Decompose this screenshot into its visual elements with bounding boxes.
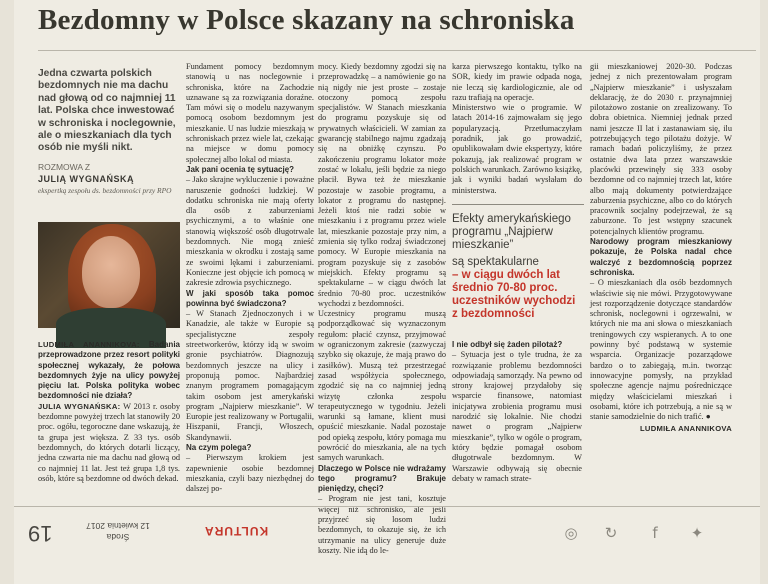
pull-quote-subtitle: są spektakularne bbox=[452, 256, 539, 268]
column-4-bottom bbox=[452, 340, 582, 490]
pull-quote-highlight: – w ciągu dwóch lat średnio 70-80 proc. uczestników wychodzi z bezdomności bbox=[452, 269, 576, 320]
paragraph: – W Stanach Zjednoczonych i w Kanadzie, ale także w Europie są specjalistyczne zespoły streetworkerów, którzy idą w swoim gronie psychiatrów. Diagnozują bezdomnych jeszcze na ulicy i proponują pomoc. Najbardziej znanym programem pomagającym takim osobom jest amerykański program „Najpierw mieszkanie”. W Europie jest realizowany w Portugalii, Hiszpanii, Francji, Włoszech, Skandynawii. bbox=[186, 309, 314, 442]
paragraph: – O mieszkaniach dla osób bezdomnych właściwie się nie mówi. Przygotowywane jest rozporządzenie dotyczące standardów schronisk, noclegowni i ogrzewalni, w których nie ma ani słowa o mieszkaniach treningowych czy wspieranych. A to one powinny być podstawą w systemie wsparcia. Organizacje pozarządowe bardzo o to zabiegają, m.in. tworząc innowacyjne pomysły, na przykład społeczne agencje najmu pośredniczące między właścicielami mieszkań i osobami, które ich potrzebują, a nie są w stanie samodzielnie do nich trafić. ● bbox=[590, 278, 732, 422]
speaker-label: LUDMIŁA ANANNIKOVA: bbox=[38, 340, 140, 349]
paragraph: gii mieszkaniowej 2020-30. Podczas jednej z nich prezentowałam program „Najpierw mieszkanie” i usłyszałam deklarację, że do 2030 r. przynajmniej pilotażowo zostanie on zrealizowany. To dobra obietnica. Niemniej jednak przed nami jeszcze II lat i zastanawiam się, ilu potrzebujących tego pilotażu dożyje. W ramach badań policzyliśmy, że przez ostatnie dwa lata przez warszawskie placówki przewinęły się 333 osoby bezdomne od co najmniej trzech lat, które albo mają dokumenty potwierdzające zaburzenia psychiczne, albo co do których pracownik socjalny podejrzewał, że są zaburzone. To jest wstępny szacunek potencjalnych klientów programu. bbox=[590, 62, 732, 236]
column-4-top bbox=[452, 62, 582, 202]
issue-day: Środa bbox=[106, 532, 130, 542]
paragraph: Uczestnicy programu muszą podporządkować się wyznaczonym regułom: płacić czynsz, przyjmować w ograniczonym zakresie (zazwyczaj szybko się okazuje, że mają prawo do zasiłków). Muszą też przestrzegać zasad współżycia społecznego, zgodzić się na co najmniej jedną wizytę członka zespołu terapeutycznego w tygodniu. Jeżeli warunki są łamane, klient musi opuścić mieszkanie. Nadal pozostaje pod opieką zespołu, który pomaga mu powrócić do mieszkania, ale na tych samych warunkach. bbox=[318, 309, 446, 463]
paragraph: – Sytuacja jest o tyle trudna, że za rozwiązanie problemu bezdomności odpowiadają samorządy. Na pewno od strony krajowej przydałoby się wsparcie finansowe, natomiast inicjatywa zrobienia programu musi narodzić się lokalnie. Nie chodzi nawet o program „Najpierw mieszkanie”, tylko w ogóle o program, który będzie pomagał osobom długotrwale bezdomnym. W Warszawie odbywają się obecnie debaty w ramach strate- bbox=[452, 350, 582, 483]
paragraph: Fundament pomocy bezdomnym stanowią u nas noclegownie i schroniska, które na Zachodzie uznawane są za rozwiązania doraźne. Tam mówi się o modelu nazywanym pomocą osobom bezdomnym jest mieszkanie. U nas ludzie mieszkają w schroniskach przez wiele lat, czekając na miejsce w domu pomocy społecznej albo lokal od miasta. bbox=[186, 62, 314, 164]
bottom-rule bbox=[14, 506, 760, 507]
issue-date bbox=[68, 520, 168, 542]
question: Narodowy program mieszkaniowy pokazuje, że Polska nadal chce walczyć z bezdomnością poprzez schroniska. bbox=[590, 237, 732, 277]
top-rule bbox=[38, 50, 756, 51]
lede: Jedna czwarta polskich bezdomnych nie ma dachu nad głową od co najmniej 11 lat. Polska chce inwestować w schroniska i noclegownie, ale o mieszkaniach dla tych osób nie myśli nikt. bbox=[38, 68, 176, 154]
facebook-icon: f bbox=[652, 524, 658, 542]
paragraph: karza pierwszego kontaktu, tylko na SOR, kiedy im prawie odpada noga, nie leczą się kardiologicznie, ale od razu trafiają na operacje. bbox=[452, 62, 582, 102]
issue-date-text: 12 kwietnia 2017 bbox=[86, 521, 150, 531]
signature: LUDMIŁA ANANNIKOVA bbox=[639, 424, 732, 434]
byline-role: ekspertką zespołu ds. bezdomności przy RPO bbox=[38, 186, 172, 195]
speaker-label: JULIA WYGNAŃSKA: bbox=[38, 401, 121, 411]
instagram-icon: ◎ bbox=[564, 524, 578, 542]
paragraph bbox=[38, 402, 180, 484]
column-5 bbox=[590, 62, 732, 502]
pull-quote bbox=[452, 204, 584, 321]
question: W jaki sposób taka pomoc powinna być świadczona? bbox=[186, 288, 314, 308]
question-text: Badania przeprowadzone przez resort polityki społecznej wykazały, że połowa bezdomnych żyje na ulicy powyżej pięciu lat. Polska polityka wobec bezdomności nie działa? bbox=[38, 340, 180, 401]
question: I nie odbył się żaden pilotaż? bbox=[452, 340, 563, 349]
pull-quote-rule bbox=[452, 204, 584, 205]
column-3 bbox=[318, 62, 446, 555]
headline: Bezdomny w Polsce skazany na schroniska bbox=[38, 4, 575, 36]
interviewee-photo bbox=[38, 222, 180, 328]
byline-label: ROZMOWA Z bbox=[38, 162, 91, 172]
paragraph: – Pierwszym krokiem jest zapewnienie osobie bezdomnej mieszkania, czyli bazy niezbędnej do dalszej po- bbox=[186, 453, 314, 494]
paragraph: Ministerstwo wie o programie. W latach 2014-16 zajmowałam się jego popularyzacją. Przetłumaczyłam poradnik, jak go prowadzić, opublikowałam dwie ekspertyzy, które pokazują, jak realizować program w polskich warunkach. Zarówno książkę, jak i wyniki badań wysłałam do ministerstwa. bbox=[452, 103, 582, 195]
paragraph bbox=[590, 424, 732, 434]
column-1-body bbox=[38, 340, 180, 490]
paragraph bbox=[38, 340, 180, 402]
paragraph: mocy. Kiedy bezdomny zgodzi się na przeprowadzkę – a namówienie go na nią nigdy nie jest proste – zostaje otoczony pomocą zespołu specjalistów. W Stanach mieszkania do programu pozyskuje się od prywatnych właścicieli. W zamian za gwarancję stabilnego najmu zgadzają się na obniżkę czynszu. Po zakończeniu programu lokator może zostać w lokalu, jeśli będzie za niego płacił. Bywa też że mieszkanie pozostaje w zasobie programu, a lokator z programu do następnej. Jeżeli ktoś nie radzi sobie w mieszkaniu i z programu przez wiele lat, mieszkanie pozostaje przy nim, a zmienia się tylko rodzaj świadczonej pomocy. W Europie mieszkania na program pozyskuje się z zasobów miejskich. Efekty programu są spektakularne – w ciągu dwóch lat średnio 70-80 proc. uczestników wychodzi z bezdomności. bbox=[318, 62, 446, 308]
paragraph: – Jako skrajne wykluczenie i poważne naruszenie godności ludzkiej. W dodatku schroniska nie mają oferty dla osób z zaburzeniami psychicznymi, a to właśnie one stanowią większość osób długotrwale bezdomnych. Nie mogą znieść mieszkania w okrodku i zostają same ze swoimi lękami i zaburzeniami. Konieczne jest objęcie ich pomocą w zakresie zdrowia psychicznego. bbox=[186, 175, 314, 288]
column-2 bbox=[186, 62, 314, 522]
pull-quote-title: Efekty amerykańskiego programu „Najpierw mieszkanie” bbox=[452, 213, 571, 251]
question: Na czym polega? bbox=[186, 442, 252, 452]
refresh-icon: ↻ bbox=[604, 524, 618, 542]
question: Dlaczego w Polsce nie wdrażamy tego programu? Brakuje pieniędzy, chęci? bbox=[318, 463, 446, 494]
answer-text: W 2013 r. osoby bezdomne powyżej trzech lat stanowiły 20 proc. ogółu, tegoroczne dane wskazują, że ta grupa jest większa. Z 33 tys. osób bezdomnych, do których dotarli liczący, jedna czwarta nie ma dachu nad głową od co najmniej 11 lat. Jest też grupa 1,8 tys. osób, które są bezdomne od dwóch dekad. bbox=[38, 401, 180, 483]
social-icons bbox=[560, 522, 740, 546]
question: Jak pani ocenia tę sytuację? bbox=[186, 164, 295, 174]
section-label: KULTURA bbox=[204, 524, 269, 538]
byline-name: JULIĄ WYGNAŃSKĄ bbox=[38, 174, 135, 184]
photo-face bbox=[82, 236, 140, 308]
page-number: 19 bbox=[28, 521, 53, 546]
paragraph: – Program nie jest tani, kosztuje więcej niż schronisko, ale jeśli przyjrzeć się losom ludzi bezdomnych, to okazuje się, że ich utrzymanie na ulicy generuje duże koszty. Nie idą do le- bbox=[318, 494, 446, 555]
twitter-icon: ✦ bbox=[690, 524, 704, 542]
